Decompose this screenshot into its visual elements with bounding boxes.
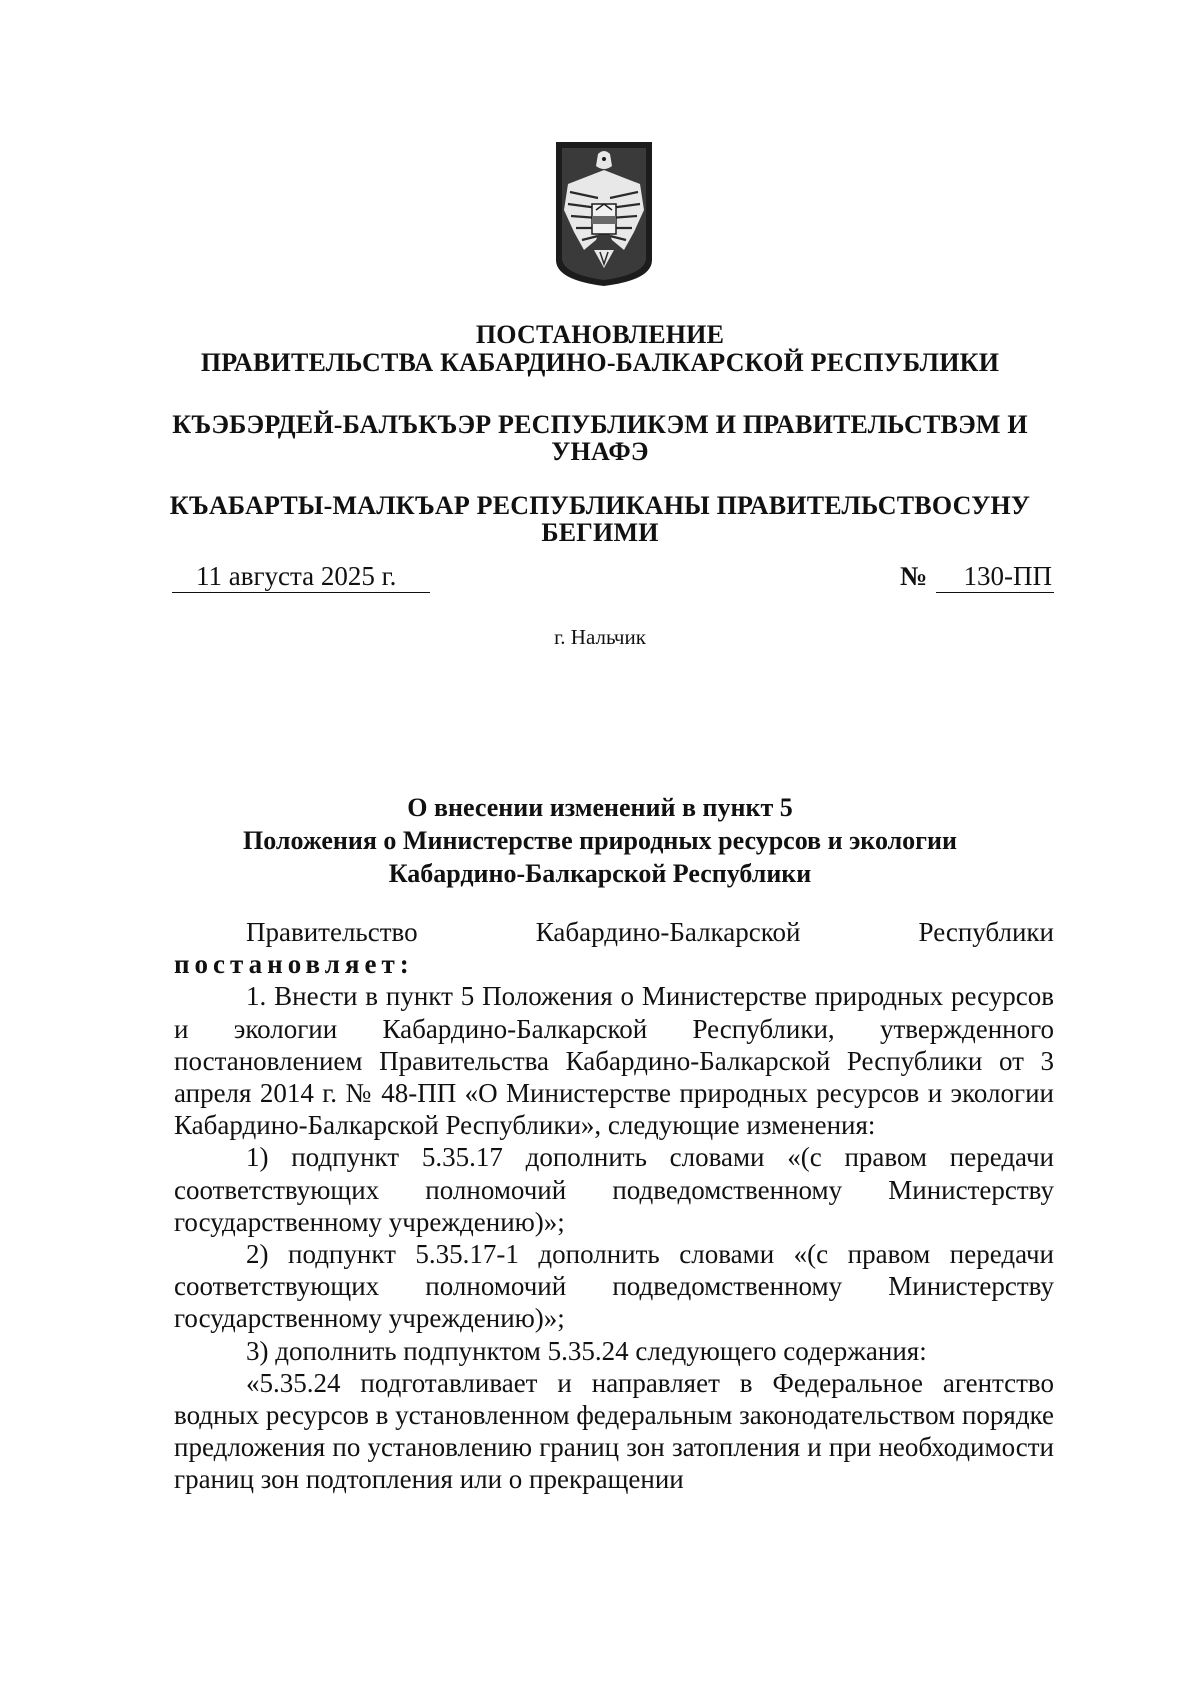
paragraph-new-subitem: «5.35.24 подготавливает и направляет в Федеральное агентство водных ресурсов в установленном федеральным законодательством порядке предложения по установлению границ зон затопления и при необходимости границ зон подтопления или о прекращении: [174, 1367, 1054, 1495]
decree-number: 130-ПП: [936, 560, 1054, 593]
eagle-emblem-icon: [554, 140, 654, 288]
decree-word-paragraph: [174, 948, 1054, 980]
document-title-line3: Кабардино-Балкарской Республики: [388, 859, 812, 888]
intro-word-republic: Республики: [918, 917, 1054, 947]
paragraph-1: 1. Внести в пункт 5 Положения о Министерстве природных ресурсов и экологии Кабардино-Балкарской Республики, утвержденного постановлением Правительства Кабардино-Балкарской Республики от 3 апреля 2014 г. № 48-ПП «О Министерстве природных ресурсов и экологии Кабардино-Балкарской Республики», следующие изменения:: [174, 981, 1054, 1141]
paragraph-subitem-1: 1) подпункт 5.35.17 дополнить словами «(с правом передачи соответствующих полномочий подведомственному Министерству государственному учреждению)»;: [174, 1142, 1054, 1237]
paragraph-subitem-3: 3) дополнить подпунктом 5.35.24 следующего содержания:: [246, 1335, 927, 1366]
coat-of-arms-emblem: [554, 140, 654, 288]
decree-word: постановляет:: [174, 949, 414, 980]
intro-word-kbr: Кабардино-Балкарской: [535, 917, 801, 947]
header-government-kbd-line2: УНАФЭ: [551, 437, 649, 466]
header-decree-type: ПОСТАНОВЛЕНИЕ: [475, 320, 725, 349]
header-government-kbd-line1: КЪЭБЭРДЕЙ-БАЛЪКЪЭР РЕСПУБЛИКЭМ И ПРАВИТЕЛЬСТВЭМ И: [172, 410, 1028, 439]
paragraph-subitem-2: 2) подпункт 5.35.17-1 дополнить словами «(с правом передачи соответствующих полномочий подведомственному Министерству государственному учреждению)»;: [174, 1239, 1054, 1334]
document-title-line2: Положения о Министерстве природных ресурсов и экологии: [243, 826, 957, 855]
decree-date: 11 августа 2025 г.: [172, 560, 430, 593]
header-government-krc-line2: БЕГИМИ: [541, 518, 659, 547]
intro-word-government: Правительство: [246, 917, 418, 947]
header-government-ru: ПРАВИТЕЛЬСТВА КАБАРДИНО-БАЛКАРСКОЙ РЕСПУБЛИКИ: [200, 348, 1000, 377]
intro-line: [174, 916, 1054, 948]
document-body: [174, 916, 1054, 1496]
document-title-line1: О внесении изменений в пункт 5: [407, 793, 793, 822]
city-name: г. Нальчик: [554, 625, 646, 649]
decree-number-label: №: [900, 561, 928, 591]
header-government-krc-line1: КЪАБАРТЫ-МАЛКЪАР РЕСПУБЛИКАНЫ ПРАВИТЕЛЬСТВОСУНУ: [169, 491, 1031, 520]
